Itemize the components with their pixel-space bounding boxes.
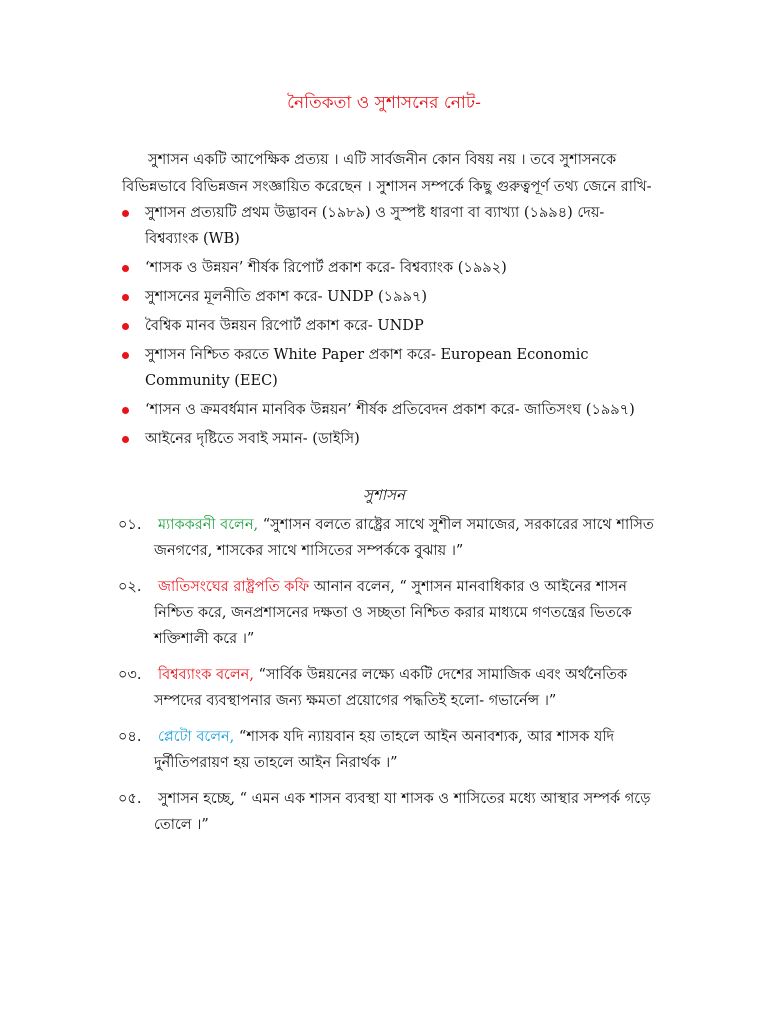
intro-paragraph: সুশাসন একটি আপেক্ষিক প্রত্যয় । এটি সার্বজনীন কোন বিষয় নয় । তবে সুশাসনকে বিভিন্নভাবে বিভিন্নজন সংজ্ঞায়িত করেছেন । সুশাসন সম্পর্কে কিছু গুরুত্বপূর্ণ তথ্য জেনে রাখি- bbox=[122, 152, 652, 195]
bullet-icon bbox=[122, 407, 129, 414]
fact-text: আইনের দৃষ্টিতে সবাই সমান- (ডাইসি) bbox=[145, 431, 360, 447]
fact-text: সুশাসনের মূলনীতি প্রকাশ করে- UNDP (১৯৯৭) bbox=[145, 289, 427, 305]
bullet-icon bbox=[122, 323, 129, 330]
bullet-icon bbox=[122, 210, 129, 217]
quote-number: ০৩. bbox=[118, 667, 142, 683]
fact-text: ‘শাসক ও উন্নয়ন’ শীর্ষক রিপোর্ট প্রকাশ করে- বিশ্বব্যাংক (১৯৯২) bbox=[145, 260, 507, 276]
quote-item bbox=[118, 574, 658, 652]
fact-list-item bbox=[120, 397, 660, 423]
quote-text: আনান বলেন, “ সুশাসন মানবাধিকার ও আইনের শাসন নিশ্চিত করে, জনপ্রশাসনের দক্ষতা ও সচ্ছতা নিশ্চিত করার মাধ্যমে গণতন্ত্রের ভিতকে শক্তিশালী করে ।” bbox=[154, 579, 632, 647]
quote-item bbox=[118, 662, 658, 714]
fact-list-item bbox=[120, 200, 660, 252]
page-title: নৈতিকতা ও সুশাসনের নোট- bbox=[287, 93, 481, 113]
quote-number: ০৫. bbox=[118, 791, 142, 807]
quote-item bbox=[118, 786, 658, 838]
quote-speaker: ম্যাককরনী বলেন, bbox=[158, 517, 259, 533]
quote-text: “সুশাসন বলতে রাষ্ট্রের সাথে সুশীল সমাজের, সরকারের সাথে শাসিত জনগণের, শাসকের সাথে শাসিতের সম্পর্ককে বুঝায় ।” bbox=[154, 517, 654, 559]
bullet-icon bbox=[122, 436, 129, 443]
quote-item bbox=[118, 724, 658, 776]
quote-speaker: সুশাসন হচ্ছে, bbox=[158, 791, 235, 807]
fact-text: সুশাসন নিশ্চিত করতে White Paper প্রকাশ করে- European Economic Community (EEC) bbox=[145, 347, 589, 389]
fact-text: বৈশ্বিক মানব উন্নয়ন রিপোর্ট প্রকাশ করে- UNDP bbox=[145, 318, 424, 334]
fact-list bbox=[120, 200, 660, 455]
quote-item bbox=[118, 512, 658, 564]
fact-list-item bbox=[120, 255, 660, 281]
quote-text: “শাসক যদি ন্যায়বান হয় তাহলে আইন অনাবশ্যক, আর শাসক যদি দুর্নীতিপরায়ণ হয় তাহলে আইন নিরার্থক ।” bbox=[154, 729, 615, 771]
quote-number: ০২. bbox=[118, 579, 142, 595]
quote-list bbox=[118, 512, 658, 848]
quote-number: ০৪. bbox=[118, 729, 142, 745]
quote-number: ০১. bbox=[118, 517, 142, 533]
fact-list-item bbox=[120, 284, 660, 310]
fact-list-item bbox=[120, 426, 660, 452]
fact-list-item bbox=[120, 342, 660, 394]
fact-list-item bbox=[120, 313, 660, 339]
quote-speaker: প্লেটো বলেন, bbox=[158, 729, 235, 745]
fact-text: সুশাসন প্রত্যয়টি প্রথম উদ্ভাবন (১৯৮৯) ও সুস্পষ্ট ধারণা বা ব্যাখ্যা (১৯৯৪) দেয়- বিশ্বব্যাংক (WB) bbox=[145, 205, 605, 247]
quote-speaker: বিশ্বব্যাংক বলেন, bbox=[158, 667, 254, 683]
bullet-icon bbox=[122, 265, 129, 272]
section-heading: সুশাসন bbox=[363, 486, 405, 504]
bullet-icon bbox=[122, 294, 129, 301]
bullet-icon bbox=[122, 352, 129, 359]
quote-text: “সার্বিক উন্নয়নের লক্ষ্যে একটি দেশের সামাজিক এবং অর্থনৈতিক সম্পদের ব্যবস্থাপনার জন্য ক্ষমতা প্রয়োগের পদ্ধতিই হলো- গভার্নেন্স ।” bbox=[154, 667, 628, 709]
quote-speaker: জাতিসংঘের রাষ্ট্রপতি কফি bbox=[158, 579, 310, 595]
fact-text: ‘শাসন ও ক্রমবর্ধমান মানবিক উন্নয়ন’ শীর্ষক প্রতিবেদন প্রকাশ করে- জাতিসংঘ (১৯৯৭) bbox=[145, 402, 635, 418]
quote-text: “ এমন এক শাসন ব্যবস্থা যা শাসক ও শাসিতের মধ্যে আস্থার সম্পর্ক গড়ে তোলে ।” bbox=[154, 791, 651, 833]
